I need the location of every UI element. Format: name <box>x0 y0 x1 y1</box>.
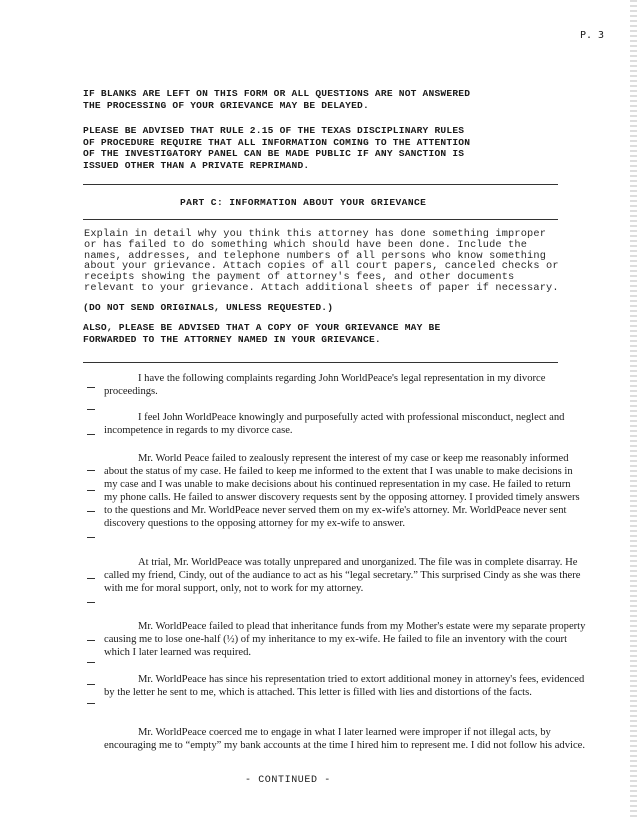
complaint-paragraph: Mr. WorldPeace has since his representation tried to extort additional money in attorney's fees, evidenced by the letter he sent to me, which is attached. This letter is filled with lies and distortions of the facts. <box>104 674 585 699</box>
margin-mark <box>87 490 95 491</box>
scan-edge <box>630 0 637 818</box>
margin-mark <box>87 640 95 641</box>
complaint-paragraph: Mr. World Peace failed to zealously represent the interest of my case or keep me reasonably informed about the status of my case. He failed to keep me informed to the extent that I was unable to make decisions in my case and I was unable to make decisions about his continued representation in my case. He failed to return my phone calls. He failed to answer discovery requests sent by the opposing attorney. I provided timely answers to the questions and Mr. WorldPeace never served them on my ex-wife's attorney. Mr. WorldPeace never sent discovery questions to the opposing attorney for my ex-wife to answer. <box>104 453 580 530</box>
margin-mark <box>87 537 95 538</box>
complaint-paragraph: At trial, Mr. WorldPeace was totally unprepared and unorganized. The file was in complete disarray. He called my friend, Cindy, out of the audiance to act as his “legal secretary.” This surprised Cindy as she was there with me for moral support, only, not to work for my attorney. <box>104 557 581 595</box>
margin-mark <box>87 434 95 435</box>
divider-top <box>83 184 558 185</box>
complaint-paragraph: I have the following complaints regarding John WorldPeace's legal representation in my divorce proceedings. <box>104 373 546 398</box>
margin-mark <box>87 387 95 388</box>
instructions-text: Explain in detail why you think this attorney has done something improper or has failed to do something which should have been done. Include the names, addresses, and telephone numbers of all persons who know something about your grievance. Attach copies of all court papers, canceled checks or receipts showing the payment of attorney's fees, and other documents relevant to your grievance. Attach additional sheets of paper if necessary. <box>84 228 559 294</box>
public-disclosure-notice: PLEASE BE ADVISED THAT RULE 2.15 OF THE TEXAS DISCIPLINARY RULES OF PROCEDURE REQUIRE THAT ALL INFORMATION COMING TO THE ATTENTION OF THE INVESTIGATORY PANEL CAN BE MADE PUBLIC IF ANY SANCTION IS ISSUED OTHER THAN A PRIVATE REPRIMAND. <box>83 125 471 171</box>
forward-notice: ALSO, PLEASE BE ADVISED THAT A COPY OF YOUR GRIEVANCE MAY BE FORWARDED TO THE ATTORNEY NAMED IN YOUR GRIEVANCE. <box>83 322 441 345</box>
margin-mark <box>87 409 95 410</box>
divider-bottom <box>83 362 558 363</box>
margin-mark <box>87 578 95 579</box>
margin-mark <box>87 511 95 512</box>
margin-mark <box>87 662 95 663</box>
continued-marker: - CONTINUED - <box>245 775 331 786</box>
complaint-paragraph: Mr. WorldPeace failed to plead that inheritance funds from my Mother's estate were my separate property causing me to lose one-half (½) of my inheritance to my ex-wife. He failed to file an inventory with the court which I later learned was required. <box>104 621 586 659</box>
margin-mark <box>87 602 95 603</box>
part-c-heading: PART C: INFORMATION ABOUT YOUR GRIEVANCE <box>180 197 427 208</box>
page-number: P. 3 <box>580 30 605 41</box>
margin-mark <box>87 703 95 704</box>
margin-mark <box>87 470 95 471</box>
incomplete-form-notice: IF BLANKS ARE LEFT ON THIS FORM OR ALL QUESTIONS ARE NOT ANSWERED THE PROCESSING OF YOUR GRIEVANCE MAY BE DELAYED. <box>83 88 471 111</box>
divider-heading <box>83 219 558 220</box>
originals-note: (DO NOT SEND ORIGINALS, UNLESS REQUESTED.) <box>83 302 334 313</box>
complaint-paragraph: I feel John WorldPeace knowingly and purposefully acted with professional misconduct, neglect and incompetence in regards to my divorce case. <box>104 412 565 437</box>
margin-mark <box>87 684 95 685</box>
complaint-paragraph: Mr. WorldPeace coerced me to engage in what I later learned were improper if not illegal acts, by encouraging me to “empty” my bank accounts at the time I hired him to represent me. I did not follow his advice. <box>104 727 585 752</box>
